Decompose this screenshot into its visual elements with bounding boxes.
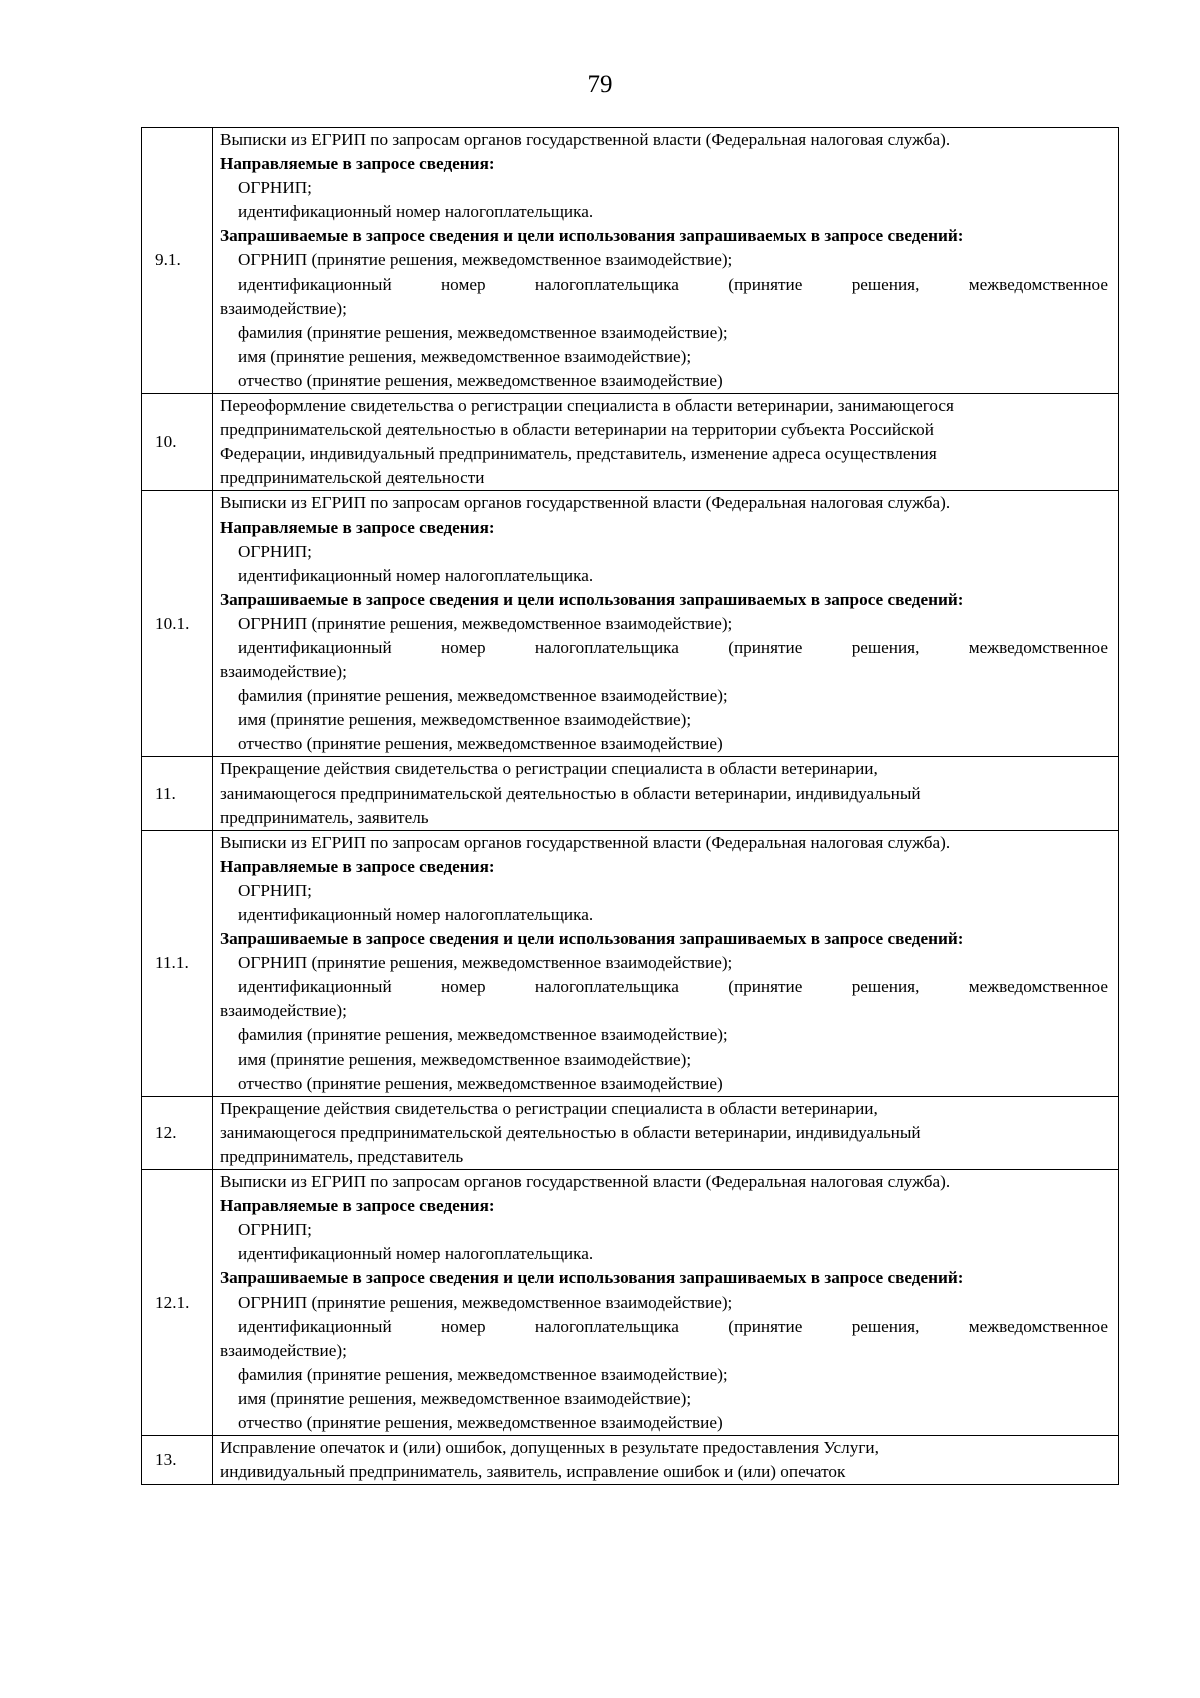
justified-word: идентификационный [238, 977, 392, 997]
text-line: Выписки из ЕГРИП по запросам органов государственной власти (Федеральная налоговая служба). [220, 493, 951, 513]
justified-word: идентификационный [238, 274, 392, 294]
text-line: Прекращение действия свидетельства о регистрации специалиста в области ветеринарии, [220, 759, 878, 779]
justified-word: межведомственное [968, 1316, 1108, 1336]
text-line: Исправление опечаток и (или) ошибок, допущенных в результате предоставления Услуги, [220, 1438, 879, 1458]
text-line: ОГРНИП; [238, 880, 312, 900]
table-row [142, 491, 1119, 757]
justified-word: (принятие [728, 637, 803, 657]
justified-word: (принятие [728, 977, 803, 997]
justified-word: идентификационный [238, 637, 392, 657]
row-number: 9.1. [142, 128, 213, 394]
text-line: идентификационный номер налогоплательщика. [238, 1244, 594, 1264]
text-line: ОГРНИП; [238, 178, 312, 198]
justified-word: номер [440, 637, 486, 657]
justified-word: номер [440, 1316, 486, 1336]
text-line: Прекращение действия свидетельства о регистрации специалиста в области ветеринарии, [220, 1098, 878, 1118]
table-row [142, 394, 1119, 491]
justified-word: решения, [851, 637, 920, 657]
text-line: Выписки из ЕГРИП по запросам органов государственной власти (Федеральная налоговая служба). [220, 1172, 951, 1192]
row-content [213, 491, 1119, 757]
text-line: взаимодействие); [220, 662, 347, 682]
text-line: идентификационный номер налогоплательщика. [238, 202, 594, 222]
table-row [142, 1436, 1119, 1485]
row-number: 11. [142, 757, 213, 830]
text-line: предпринимательской деятельностью в области ветеринарии на территории субъекта Российской [220, 420, 934, 440]
text-line: имя (принятие решения, межведомственное взаимодействие); [238, 1388, 692, 1408]
text-line: ОГРНИП; [238, 541, 312, 561]
row-number: 13. [142, 1436, 213, 1485]
text-line: имя (принятие решения, межведомственное взаимодействие); [238, 710, 692, 730]
text-line-bold: Запрашиваемые в запросе сведения и цели использования запрашиваемых в запросе сведений: [220, 226, 964, 246]
table-row [142, 128, 1119, 394]
text-line: занимающегося предпринимательской деятельностью в области ветеринарии, индивидуальный [220, 1122, 921, 1142]
table-row [142, 757, 1119, 830]
justified-word: решения, [851, 977, 920, 997]
justified-word: межведомственное [968, 637, 1108, 657]
row-number: 12. [142, 1096, 213, 1169]
table-row [142, 1096, 1119, 1169]
text-line-justified [220, 1315, 1108, 1339]
table-row [142, 1170, 1119, 1436]
text-line: занимающегося предпринимательской деятельностью в области ветеринарии, индивидуальный [220, 783, 921, 803]
text-line-bold: Направляемые в запросе сведения: [220, 154, 495, 174]
text-line: имя (принятие решения, межведомственное взаимодействие); [238, 1049, 692, 1069]
justified-word: налогоплательщика [534, 274, 679, 294]
text-line: взаимодействие); [220, 298, 347, 318]
row-content [213, 1170, 1119, 1436]
row-content [213, 1436, 1119, 1485]
justified-word: межведомственное [968, 274, 1108, 294]
page-number: 79 [587, 71, 613, 98]
row-content [213, 1096, 1119, 1169]
row-content [213, 757, 1119, 830]
text-line: индивидуальный предприниматель, заявитель, исправление ошибок и (или) опечаток [220, 1462, 846, 1482]
justified-word: (принятие [728, 274, 803, 294]
justified-word: межведомственное [968, 977, 1108, 997]
text-line: взаимодействие); [220, 1001, 347, 1021]
text-line: Федерации, индивидуальный предприниматель, представитель, изменение адреса осуществления [220, 444, 937, 464]
row-content [213, 830, 1119, 1096]
justified-word: номер [440, 274, 486, 294]
text-line: предприниматель, представитель [220, 1146, 464, 1166]
justified-word: решения, [851, 1316, 920, 1336]
text-line-justified [220, 975, 1108, 999]
text-line: фамилия (принятие решения, межведомственное взаимодействие); [238, 1025, 728, 1045]
text-line: имя (принятие решения, межведомственное взаимодействие); [238, 346, 692, 366]
text-line: предпринимательской деятельности [220, 468, 485, 488]
text-line: взаимодействие); [220, 1340, 347, 1360]
text-line-bold: Направляемые в запросе сведения: [220, 856, 495, 876]
text-line-bold: Запрашиваемые в запросе сведения и цели использования запрашиваемых в запросе сведений: [220, 589, 964, 609]
text-line: Переоформление свидетельства о регистрации специалиста в области ветеринарии, занимающегося [220, 396, 954, 416]
text-line: идентификационный номер налогоплательщика. [238, 565, 594, 585]
text-line: фамилия (принятие решения, межведомственное взаимодействие); [238, 322, 728, 342]
text-line-justified [220, 273, 1108, 297]
row-content [213, 394, 1119, 491]
justified-word: (принятие [728, 1316, 803, 1336]
text-line-bold: Запрашиваемые в запросе сведения и цели использования запрашиваемых в запросе сведений: [220, 929, 964, 949]
justified-word: идентификационный [238, 1316, 392, 1336]
text-line-bold: Направляемые в запросе сведения: [220, 517, 495, 537]
text-line: ОГРНИП (принятие решения, межведомственное взаимодействие); [238, 1292, 733, 1312]
text-line: отчество (принятие решения, межведомственное взаимодействие) [238, 1073, 723, 1093]
text-line: фамилия (принятие решения, межведомственное взаимодействие); [238, 686, 728, 706]
services-table [141, 127, 1119, 1485]
table-row [142, 830, 1119, 1096]
text-line: отчество (принятие решения, межведомственное взаимодействие) [238, 1412, 723, 1432]
text-line: отчество (принятие решения, межведомственное взаимодействие) [238, 734, 723, 754]
text-line-bold: Запрашиваемые в запросе сведения и цели использования запрашиваемых в запросе сведений: [220, 1268, 964, 1288]
text-line: ОГРНИП (принятие решения, межведомственное взаимодействие); [238, 613, 733, 633]
row-number: 10.1. [142, 491, 213, 757]
justified-word: налогоплательщика [534, 1316, 679, 1336]
row-number: 11.1. [142, 830, 213, 1096]
justified-word: налогоплательщика [534, 977, 679, 997]
text-line: ОГРНИП; [238, 1220, 312, 1240]
text-line-bold: Направляемые в запросе сведения: [220, 1196, 495, 1216]
text-line: предприниматель, заявитель [220, 807, 429, 827]
justified-word: решения, [851, 274, 920, 294]
text-line: ОГРНИП (принятие решения, межведомственное взаимодействие); [238, 953, 733, 973]
text-line: Выписки из ЕГРИП по запросам органов государственной власти (Федеральная налоговая служба). [220, 130, 951, 149]
row-number: 10. [142, 394, 213, 491]
text-line-justified [220, 636, 1108, 660]
text-line: Выписки из ЕГРИП по запросам органов государственной власти (Федеральная налоговая служба). [220, 832, 951, 852]
text-line: фамилия (принятие решения, межведомственное взаимодействие); [238, 1364, 728, 1384]
text-line: идентификационный номер налогоплательщика. [238, 905, 594, 924]
text-line: отчество (принятие решения, межведомственное взаимодействие) [238, 370, 723, 390]
justified-word: налогоплательщика [534, 637, 679, 657]
row-number: 12.1. [142, 1170, 213, 1436]
justified-word: номер [440, 977, 486, 997]
text-line: ОГРНИП (принятие решения, межведомственное взаимодействие); [238, 250, 733, 270]
row-content [213, 128, 1119, 394]
